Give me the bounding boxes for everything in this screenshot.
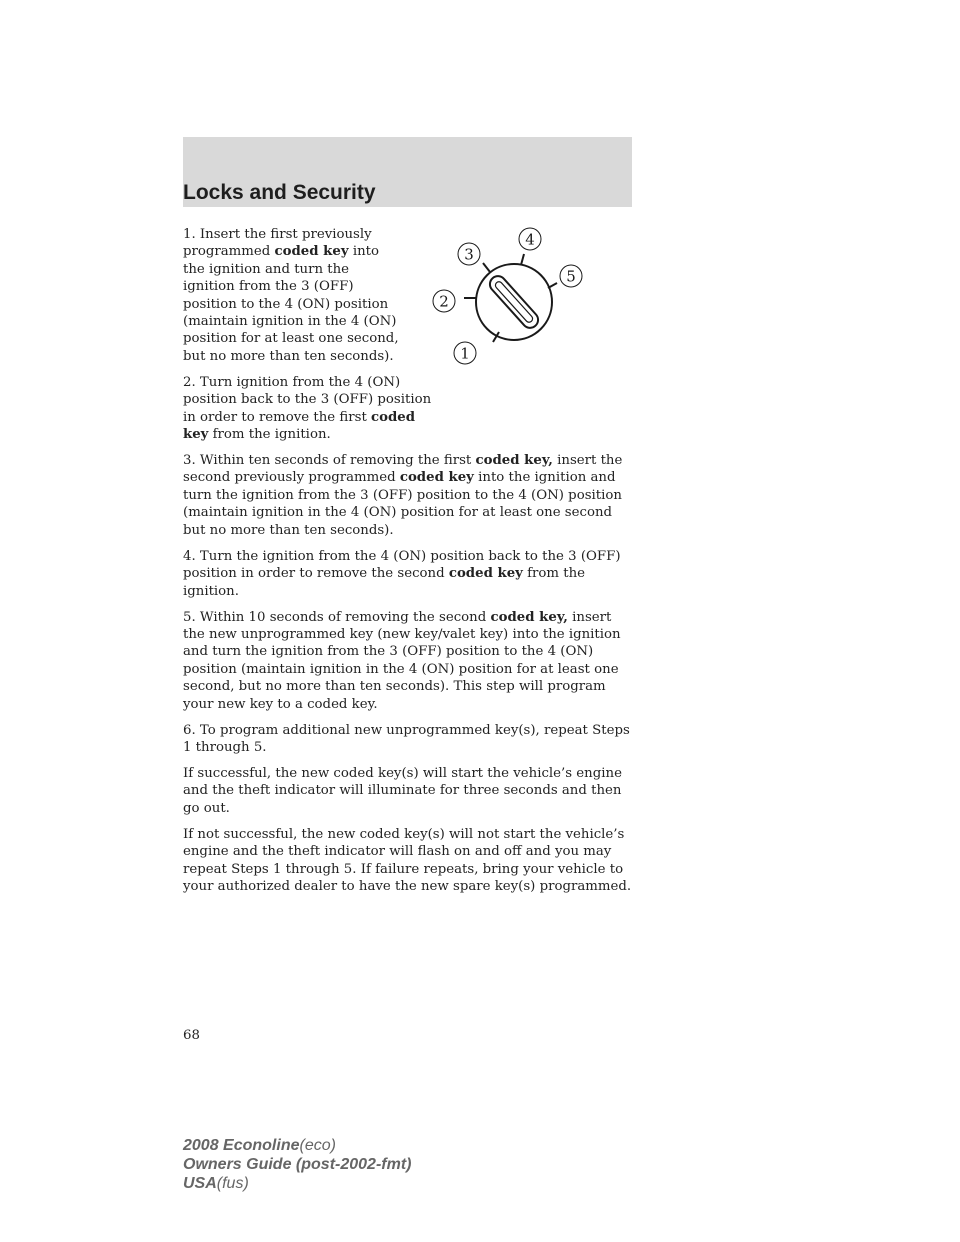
position-label-1: 1 — [460, 344, 470, 363]
keyword: coded key — [448, 566, 523, 582]
footer-line-3: USA(fus) — [183, 1175, 249, 1192]
position-label-3: 3 — [464, 245, 474, 264]
footer-line-2: Owners Guide (post-2002-fmt) — [183, 1156, 412, 1173]
position-label-4: 4 — [525, 230, 535, 249]
section-title: Locks and Security — [183, 181, 376, 204]
failure-paragraph: If not successful, the new coded key(s) will not start the vehicle’s engine and the theft indicator will flash on and off and you may repeat Steps 1 through 5. If failure repeats, bring your vehicle to your authorized dealer to have the new spare key(s) programmed. — [183, 826, 632, 894]
keyword: coded key, — [475, 453, 553, 469]
step-3: 3. Within ten seconds of removing the first coded key, insert the second previously programmed coded key into the ignition and turn the ignition from the 3 (OFF) position to the 4 (ON) position (maintain ignition in the 4 (ON) position for at least one second but no more than ten seconds). — [183, 453, 623, 538]
instructions — [183, 226, 635, 904]
position-label-2: 2 — [439, 292, 449, 311]
footer — [183, 1136, 411, 1193]
keyword: coded key — [399, 470, 474, 486]
keyword: coded key — [183, 409, 416, 443]
position-label-5: 5 — [566, 267, 576, 286]
success-paragraph: If successful, the new coded key(s) will start the vehicle’s engine and the theft indicator will illuminate for three seconds and then go out. — [183, 765, 622, 816]
page-number: 68 — [183, 1028, 200, 1043]
step-1: 1. Insert the first previously programmed coded key into the ignition and turn the ignition from the 3 (OFF) position to the 4 (ON) position (maintain ignition in the 4 (ON) position for at least one second, but no more than ten seconds). — [183, 227, 399, 364]
keyword: coded key — [274, 244, 349, 260]
step-5: 5. Within 10 seconds of removing the second coded key, insert the new unprogrammed key (new key/valet key) into the ignition and turn the ignition from the 3 (OFF) position to the 4 (ON) position (maintain ignition in the 4 (ON) position for at least one second, but no more than ten seconds). This step will program your new key to a coded key. — [183, 609, 621, 712]
keyword: coded key, — [490, 609, 568, 625]
footer-line-1: 2008 Econoline(eco) — [183, 1137, 336, 1154]
step-4: 4. Turn the ignition from the 4 (ON) position back to the 3 (OFF) position in order to remove the second coded key from the ignition. — [183, 548, 621, 599]
step-6: 6. To program additional new unprogrammed key(s), repeat Steps 1 through 5. — [183, 722, 630, 755]
step-2: 2. Turn ignition from the 4 (ON) position back to the 3 (OFF) position in order to remove the first coded key from the ignition. — [183, 374, 432, 443]
